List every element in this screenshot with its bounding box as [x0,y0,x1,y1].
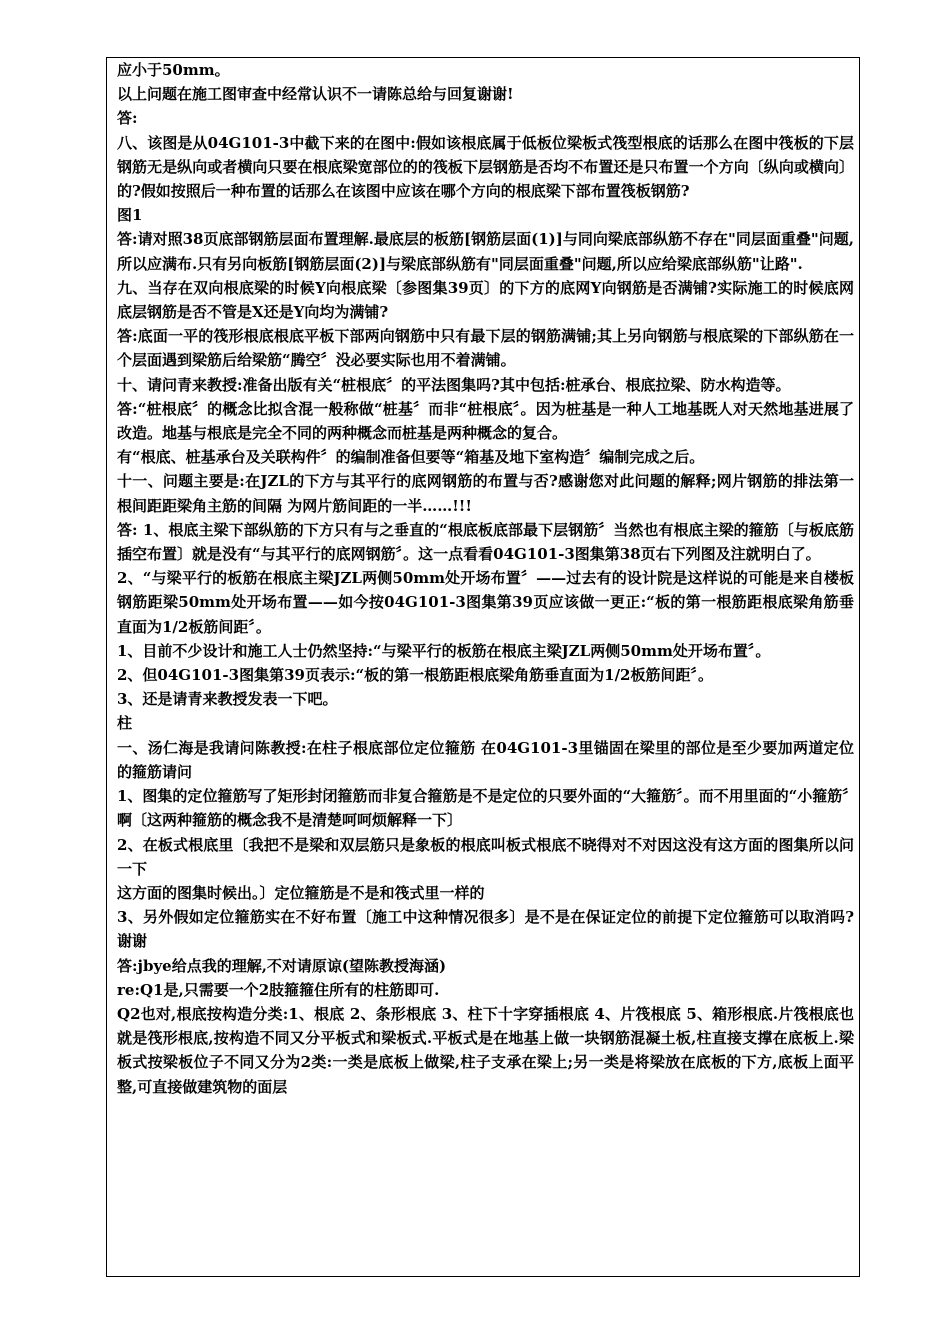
document-body [107,58,859,1099]
column-question-1: 一、汤仁海是我请问陈教授:在柱子根底部位定位箍筋 在04G101-3里锚固在梁里的部位是至少要加两道定位的箍筋请问 [117,738,854,781]
text-line: 应小于50mm。 [117,61,230,79]
question-11: 十一、问题主要是:在JZL的下方与其平行的底网钢筋的布置与否?感谢您对此问题的解释;网片钢筋的排法第一根间距距梁角主筋的间隔 为网片筋间距的一半……!!! [117,472,854,515]
text-line: 这方面的图集时候出。〕定位箍筋是不是和筏式里一样的 [117,883,485,902]
question-10: 十、请问青来教授:准备出版有关“桩根底〞的平法图集吗?其中包括:桩承台、根底拉梁、防水构造等。 [117,375,791,394]
answer-11-point-1: 答: 1、根底主梁下部纵筋的下方只有与之垂直的“根底板底部最下层钢筋〞当然也有根底主梁的箍筋〔与板底筋插空布置〕就是没有“与其平行的底网钢筋〞。这一点看看04G101-3图集第38页右下列图及注就明白了。 [117,520,854,564]
answer-9: 答:底面一平的筏形根底根底平板下部两向钢筋中只有最下层的钢筋满铺;其上另向钢筋与根底梁的下部纵筋在一个层面遇到梁筋后给梁筋“腾空〞没必要实际也用不着满铺。 [117,327,854,370]
answer-8: 答:请对照38页底部钢筋层面布置理解.最底层的板筋[钢筋层面(1)]与同向梁底部纵筋不存在"同层面重叠"问题,所以应满布.只有另向板筋[钢筋层面(2)]与梁底部纵筋有"同层面重叠"问题,所以应给梁底部纵筋"让路". [117,230,854,273]
section-heading-column: 柱 [117,714,133,733]
text-line: 有“根底、桩基承台及关联构件〞的编制准备但要等“箱基及地下室构造〞编制完成之后。 [117,448,705,467]
page-frame [106,57,860,1277]
question-9: 九、当存在双向根底梁的时候Y向根底梁〔参图集39页〕的下方的底网Y向钢筋是否满铺?实际施工的时候底网底层钢筋是否不管是X还是Y向均为满铺? [117,278,854,322]
text-line: Q2也对,根底按构造分类:1、根底 2、条形根底 3、柱下十字穿插根底 4、片筏根底 5、箱形根底.片筏根底也就是筏形根底,按构造不同又分平板式和梁板式.平板式是在地基上做一块钢筋混凝土板,柱直接支撑在底板上.梁板式按梁板位子不同又分为2类:一类是底板上做梁,柱子支承在梁上;另一类是将梁放在底板的下方,底板上面平整,可直接做建筑物的面层 [117,1004,854,1096]
answer-11-point-2: 2、“与梁平行的板筋在根底主梁JZL两侧50mm处开场布置〞——过去有的设计院是这样说的可能是来自楼板钢筋距梁50mm处开场布置——如今按04G101-3图集第39页应该做一更正:“板的第一根筋距根底梁角筋垂直面为1/2板筋间距〞。 [117,569,854,636]
text-line: 1、图集的定位箍筋写了矩形封闭箍筋而非复合箍筋是不是定位的只要外面的“大箍筋〞。而不用里面的“小箍筋〞 [117,787,858,806]
text-line: re:Q1是,只需要一个2肢箍箍住所有的柱筋即可. [117,980,440,999]
text-line: 1、目前不少设计和施工人士仍然坚持:“与梁平行的板筋在根底主梁JZL两侧50mm处开场布置〞。 [117,641,771,660]
text-line: 3、另外假如定位箍筋实在不好布置〔施工中这种情况很多〕是不是在保证定位的前提下定位箍筋可以取消吗?谢谢 [117,908,854,951]
text-line: 2、在板式根底里〔我把不是梁和双层筋只是象板的根底叫板式根底不晓得对不对因这没有这方面的图集所以问一下 [117,835,854,878]
text-line: 3、还是请青来教授发表一下吧。 [117,690,338,709]
text-line: 2、但04G101-3图集第39页表示:“板的第一根筋距根底梁角筋垂直面为1/2板筋间距〞。 [117,666,713,685]
text-line: 以上问题在施工图审查中经常认识不一请陈总给与回复谢谢! [117,85,514,104]
answer-label: 答: [117,109,138,128]
figure-label: 图1 [117,206,143,225]
column-answer: 答:jbye给点我的理解,不对请原谅(望陈教授海涵) [117,956,447,975]
answer-10: 答:“桩根底〞的概念比拟含混一般称做“桩基〞而非“桩根底〞。因为桩基是一种人工地基既人对天然地基进展了改造。地基与根底是完全不同的两种概念而桩基是两种概念的复合。 [117,399,854,443]
question-8: 八、该图是从04G101-3中截下来的在图中:假如该根底属于低板位梁板式筏型根底的话那么在图中筏板的下层钢筋无是纵向或者横向只要在根底梁宽部位的的筏板下层钢筋是否均不布置还是只布置一个方向〔纵向或横向〕的?假如按照后一种布置的话那么在该图中应该在哪个方向的根底梁下部布置筏板钢筋? [117,133,854,201]
text-line: 啊〔这两种箍筋的概念我不是清楚呵呵烦解释一下〕 [117,811,463,830]
